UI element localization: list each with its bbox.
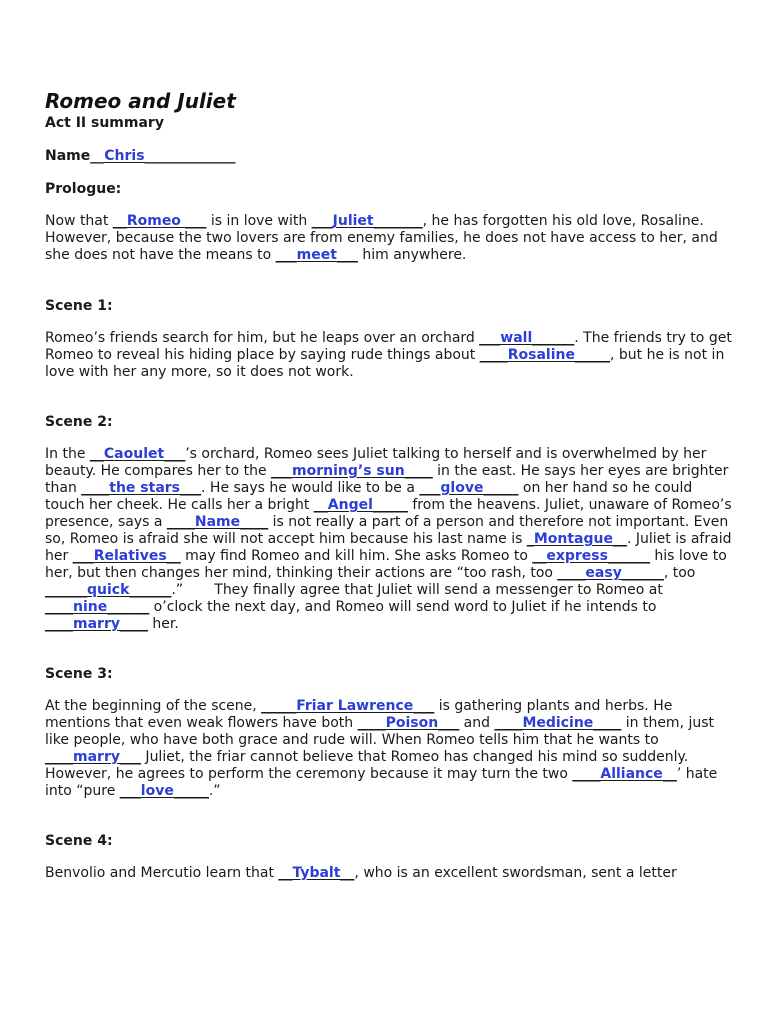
text: is gathering plants and herbs. He mentions that even weak flowers have both: [45, 698, 673, 731]
blank-line: __: [112, 213, 127, 229]
text: Juliet, the friar cannot believe that Romeo has changed his mind so suddenly. However, he agrees to perform the ceremony because it may turn the two: [45, 749, 689, 782]
answer-wall: wall: [500, 330, 533, 346]
text: .” They finally agree that Juliet will send a messenger to Romeo at: [171, 582, 668, 598]
text: .”: [208, 783, 221, 799]
answer-montague: Montague: [533, 531, 613, 547]
text: is in love with: [206, 213, 312, 229]
text: from the heavens. Juliet, unaware of Romeo’s presence, says a: [45, 497, 732, 530]
answer-meet: meet: [296, 247, 337, 263]
text: , who is an excellent swordsman, sent a letter: [354, 865, 677, 881]
answer-glove: glove: [440, 480, 484, 496]
blank-line: ______: [129, 582, 172, 598]
name-value: Chris: [104, 148, 145, 164]
text: Benvolio and Mercutio learn that: [45, 865, 279, 881]
blank-line: __: [662, 766, 677, 782]
blank-line: __: [532, 548, 547, 564]
name-line: [45, 147, 735, 165]
blank-line: ____: [119, 616, 148, 632]
text: o’clock the next day, and Romeo will send word to Juliet if he intends to: [149, 599, 657, 615]
scene1-paragraph: [45, 330, 735, 381]
blank-line: __: [166, 548, 181, 564]
answer-quick: quick: [87, 582, 130, 598]
text: In the: [45, 446, 90, 462]
text: . The friends try to get Romeo to reveal his hiding place by saying rude things about: [45, 330, 732, 363]
text: ’ hate into “pure: [45, 766, 718, 799]
text: ’s orchard, Romeo sees Juliet talking to herself and is overwhelmed by her beauty. He compares her to the: [45, 446, 707, 479]
blank-line: _____: [483, 480, 519, 496]
answer-medicine: Medicine: [522, 715, 594, 731]
blank-line: ___: [336, 247, 358, 263]
scene1-heading: Scene 1:: [45, 298, 113, 314]
scene2-paragraph: [45, 446, 735, 633]
scene3-paragraph: [45, 698, 735, 800]
answer-juliet: Juliet: [332, 213, 374, 229]
blank-line: ____: [45, 616, 73, 632]
blank-line: ______: [532, 330, 575, 346]
blank-line: ____: [572, 766, 601, 782]
blank-line: ___: [164, 446, 186, 462]
blank-line: _____: [261, 698, 297, 714]
blank-line: ____: [81, 480, 110, 496]
document-page: [45, 88, 735, 882]
blank-line: ___: [119, 783, 141, 799]
answer-marry: marry: [73, 749, 120, 765]
blank-line: ____: [357, 715, 386, 731]
blank-line: __: [89, 446, 104, 462]
blank-line: ______: [45, 582, 87, 598]
blank-line: ___: [413, 698, 435, 714]
blank-line: ____: [593, 715, 622, 731]
blank-line: ___: [72, 548, 94, 564]
blank-line: __: [340, 865, 355, 881]
answer-tybalt: Tybalt: [292, 865, 341, 881]
scene2-heading: Scene 2:: [45, 414, 113, 430]
text: , he has forgotten his old love, Rosaline. However, because the two lovers are from enemy families, he does not have access to her, and she does not have the means to: [45, 213, 718, 263]
answer-romeo: Romeo: [126, 213, 181, 229]
blank-line: __: [612, 531, 627, 547]
blank-line: ___: [271, 463, 293, 479]
text: in them, just like people, who have both grace and rude will. When Romeo tells him that he wants to: [45, 715, 715, 748]
name-underline-post: _____________: [144, 148, 236, 164]
blank-line: ___: [479, 330, 501, 346]
text: is not really a part of a person and therefore not important. Even so, Romeo is afraid she will not accept him because his last name is: [45, 514, 729, 547]
blank-line: ___: [119, 749, 141, 765]
text: , but he is not in love with her any more, so it does not work.: [45, 347, 725, 380]
answer-friar-lawrence: Friar Lawrence: [296, 698, 414, 714]
text: Romeo’s friends search for him, but he leaps over an orchard: [45, 330, 480, 346]
answer-name: Name: [194, 514, 241, 530]
text: her.: [147, 616, 179, 632]
text: and: [459, 715, 495, 731]
blank-line: ____: [494, 715, 523, 731]
blank-line: ____: [240, 514, 269, 530]
name-underline-pre: __: [90, 148, 105, 164]
document-subtitle: Act II summary: [45, 115, 164, 131]
blank-line: __: [278, 865, 293, 881]
blank-line: ____: [45, 749, 73, 765]
blank-line: ____: [479, 347, 508, 363]
answer-express: express: [546, 548, 608, 564]
blank-line: ____: [557, 565, 586, 581]
text: may find Romeo and kill him. She asks Romeo to: [180, 548, 533, 564]
answer-mornings-sun: morning’s sun: [292, 463, 405, 479]
scene4-heading: Scene 4:: [45, 833, 113, 849]
answer-love: love: [140, 783, 174, 799]
scene3-heading: Scene 3:: [45, 666, 113, 682]
blank-line: ______: [621, 565, 664, 581]
answer-angel: Angel: [327, 497, 373, 513]
blank-line: ______: [107, 599, 150, 615]
blank-line: ____: [166, 514, 195, 530]
blank-line: _______: [373, 213, 423, 229]
prologue-heading: Prologue:: [45, 181, 122, 197]
text: , too: [663, 565, 696, 581]
text: Now that: [45, 213, 113, 229]
scene4-paragraph: [45, 865, 735, 882]
blank-line: ____: [45, 599, 73, 615]
text: his love to her, but then changes her mind, thinking their actions are “too rash, too: [45, 548, 727, 581]
answer-relatives: Relatives: [93, 548, 167, 564]
prologue-paragraph: [45, 213, 735, 264]
text: At the beginning of the scene,: [45, 698, 262, 714]
text: . Juliet is afraid her: [45, 531, 732, 564]
answer-the-stars: the stars: [109, 480, 181, 496]
blank-line: ____: [404, 463, 433, 479]
text: in the east. He says her eyes are brighter than: [45, 463, 729, 496]
answer-poison: Poison: [385, 715, 439, 731]
blank-line: ___: [180, 213, 207, 229]
blank-line: _____: [575, 347, 610, 363]
blank-line: ___: [180, 480, 202, 496]
text: . He says he would like to be a: [201, 480, 420, 496]
answer-easy: easy: [585, 565, 622, 581]
blank-line: _____: [173, 783, 209, 799]
document-title: Romeo and Juliet: [45, 89, 236, 113]
answer-nine: nine: [73, 599, 108, 615]
blank-line: ___: [275, 247, 297, 263]
blank-line: ___: [438, 715, 460, 731]
name-label: Name: [45, 148, 91, 164]
blank-line: ___: [419, 480, 441, 496]
blank-line: _: [526, 531, 534, 547]
text: him anywhere.: [357, 247, 467, 263]
answer-caoulet: Caoulet: [103, 446, 165, 462]
answer-marry: marry: [73, 616, 120, 632]
blank-line: __: [313, 497, 328, 513]
blank-line: ___: [311, 213, 333, 229]
blank-line: _____: [372, 497, 408, 513]
answer-alliance: Alliance: [600, 766, 663, 782]
answer-rosaline: Rosaline: [507, 347, 575, 363]
text: on her hand so he could touch her cheek. He calls her a bright: [45, 480, 693, 513]
blank-line: ______: [607, 548, 650, 564]
